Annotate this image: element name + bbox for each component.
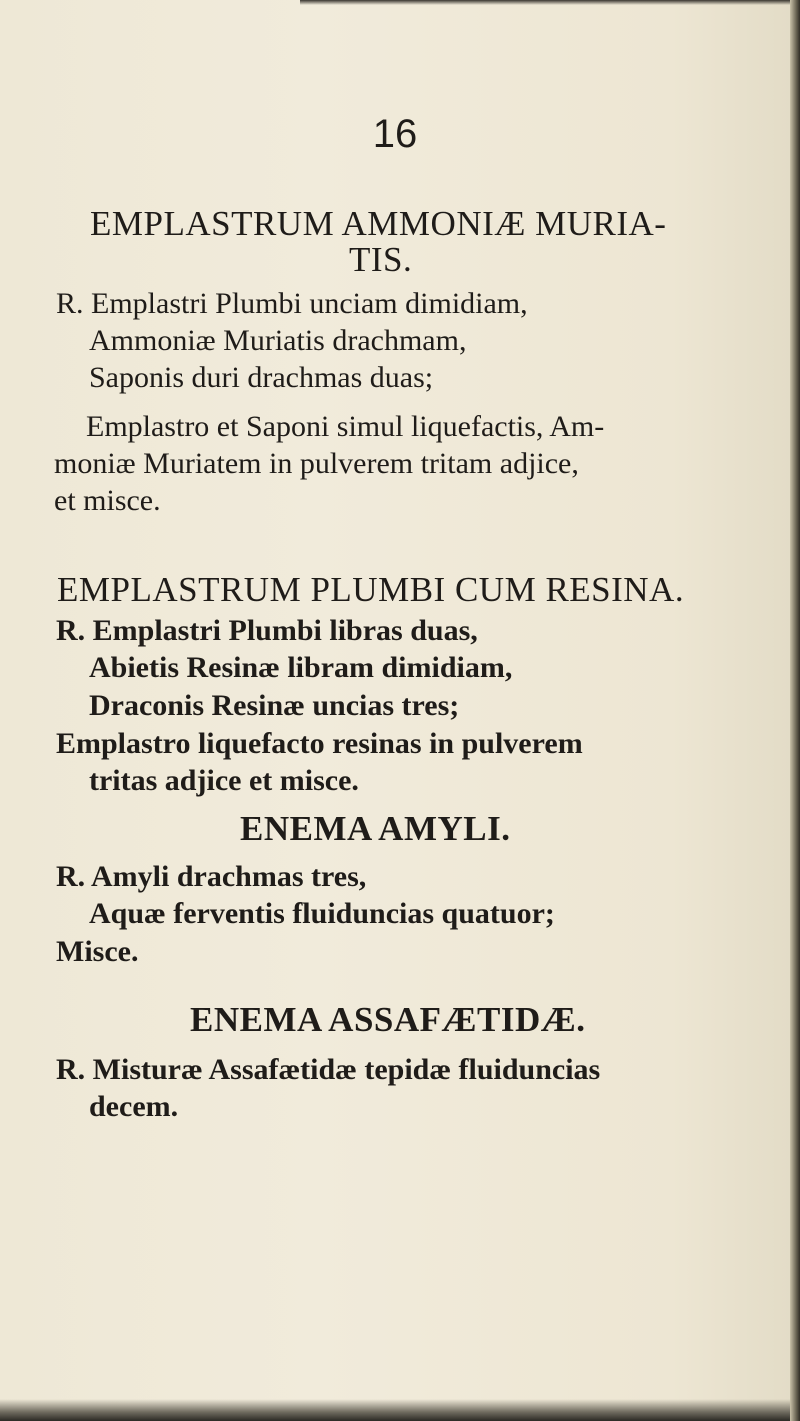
section-1-line-1: R. Emplastri Plumbi unciam dimidiam, (56, 287, 528, 320)
section-4-title: ENEMA ASSAFÆTIDÆ. (190, 1000, 586, 1039)
section-1-title-line-2: TIS. (349, 240, 413, 279)
section-1-line-4: Emplastro et Saponi simul liquefactis, Am- (86, 410, 605, 443)
section-4-line-1: R. Misturæ Assafætidæ tepidæ fluiduncias (56, 1053, 601, 1086)
section-2-title: EMPLASTRUM PLUMBI CUM RESINA. (57, 570, 685, 609)
section-3-line-1: R. Amyli drachmas tres, (56, 860, 367, 893)
page-top-shadow (300, 0, 790, 5)
section-1-line-2: Ammoniæ Muriatis drachmam, (89, 324, 467, 357)
page-right-edge (790, 0, 800, 1421)
page-number: 16 (372, 112, 418, 156)
section-2-line-5: tritas adjice et misce. (89, 764, 359, 797)
page-bottom-edge (0, 1399, 790, 1421)
section-1-title-line-1: EMPLASTRUM AMMONIÆ MURIA- (90, 204, 667, 243)
section-1-line-5: moniæ Muriatem in pulverem tritam adjice, (54, 447, 579, 480)
section-3-title: ENEMA AMYLI. (240, 809, 511, 848)
section-1-line-3: Saponis duri drachmas duas; (89, 361, 434, 394)
section-4-line-2: decem. (89, 1090, 179, 1123)
section-2-line-2: Abietis Resinæ libram dimidiam, (89, 651, 513, 684)
section-2-line-4: Emplastro liquefacto resinas in pulverem (56, 727, 583, 760)
section-1-line-6: et misce. (54, 484, 161, 517)
section-3-line-3: Misce. (56, 935, 139, 968)
section-3-line-2: Aquæ ferventis fluiduncias quatuor; (89, 897, 555, 930)
section-2-line-3: Draconis Resinæ uncias tres; (89, 689, 460, 722)
section-2-line-1: R. Emplastri Plumbi libras duas, (56, 614, 478, 647)
